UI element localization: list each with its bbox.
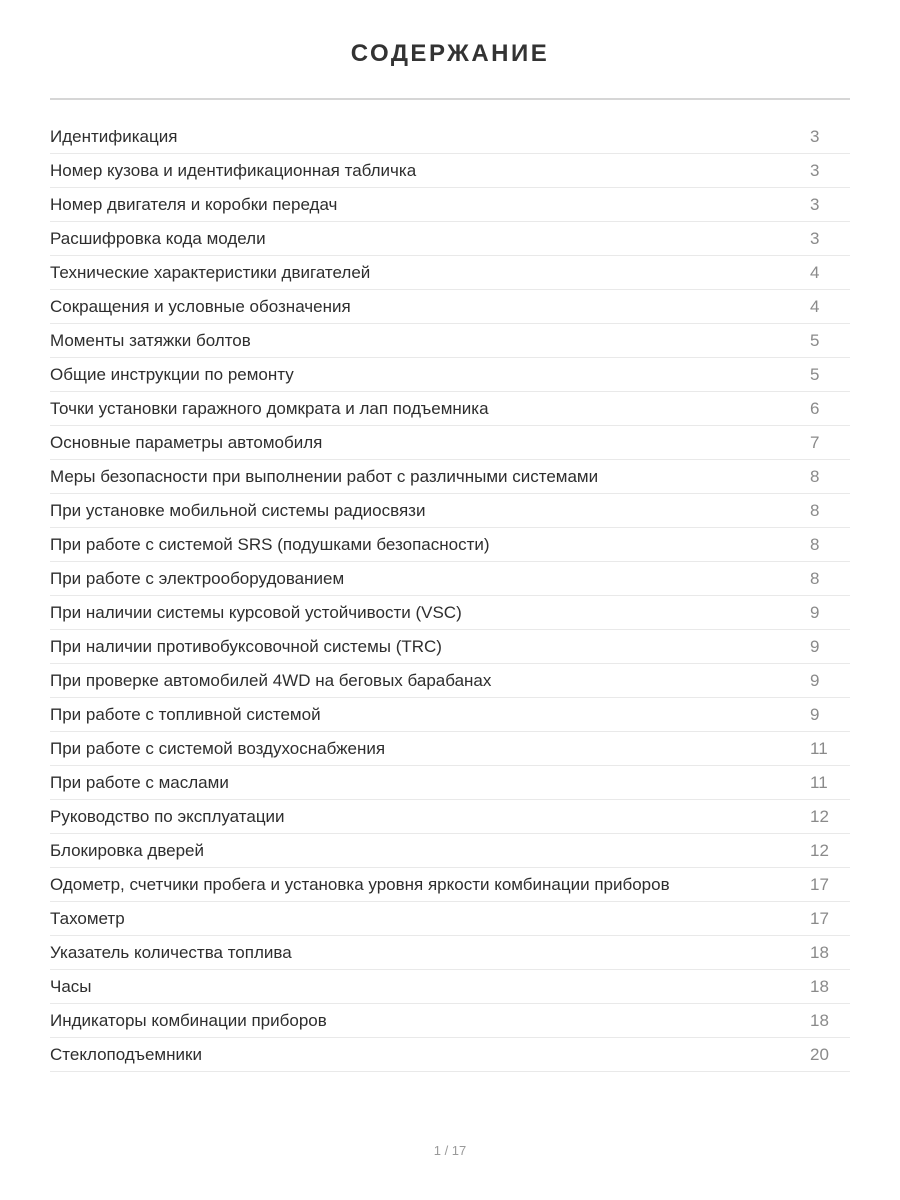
toc-entry[interactable] — [50, 834, 850, 868]
toc-entry[interactable] — [50, 766, 850, 800]
table-of-contents — [50, 120, 850, 1072]
toc-entry[interactable] — [50, 222, 850, 256]
toc-entry-page-number: 5 — [810, 330, 820, 350]
toc-entry[interactable] — [50, 596, 850, 630]
toc-entry-title: Часы — [50, 976, 92, 996]
toc-entry[interactable] — [50, 902, 850, 936]
toc-entry-page-number: 9 — [810, 670, 820, 690]
toc-entry-title: При наличии противобуксовочной системы (TRC) — [50, 636, 442, 656]
toc-entry-title: При проверке автомобилей 4WD на беговых барабанах — [50, 670, 492, 690]
toc-entry-title: Блокировка дверей — [50, 840, 205, 860]
toc-entry-title: Точки установки гаражного домкрата и лап подъемника — [50, 398, 489, 418]
toc-entry[interactable] — [50, 630, 850, 664]
title-divider — [50, 98, 850, 100]
toc-entry[interactable] — [50, 290, 850, 324]
toc-entry-page-number: 3 — [810, 194, 820, 214]
toc-entry[interactable] — [50, 732, 850, 766]
toc-entry[interactable] — [50, 698, 850, 732]
toc-entry[interactable] — [50, 426, 850, 460]
toc-entry-title: Стеклоподъемники — [50, 1044, 202, 1064]
page-indicator: 1 / 17 — [433, 1143, 467, 1158]
toc-entry-page-number: 17 — [810, 908, 829, 928]
toc-entry-page-number: 9 — [810, 636, 820, 656]
toc-entry-page-number: 18 — [810, 1010, 829, 1030]
toc-entry-title: При работе с электрооборудованием — [50, 568, 345, 588]
toc-entry-page-number: 3 — [810, 228, 820, 248]
toc-entry-title: При наличии системы курсовой устойчивости (VSC) — [50, 602, 462, 622]
toc-entry-title: При работе с системой воздухоснабжения — [50, 738, 386, 758]
toc-entry-page-number: 9 — [810, 602, 820, 622]
toc-entry-title: Основные параметры автомобиля — [50, 432, 323, 452]
toc-entry-page-number: 12 — [810, 840, 829, 860]
toc-entry[interactable] — [50, 868, 850, 902]
toc-entry-title: Указатель количества топлива — [50, 942, 292, 962]
toc-entry[interactable] — [50, 936, 850, 970]
toc-entry-page-number: 8 — [810, 500, 820, 520]
toc-entry[interactable] — [50, 1004, 850, 1038]
toc-entry-page-number: 5 — [810, 364, 820, 384]
toc-entry-page-number: 11 — [810, 738, 828, 758]
toc-entry-page-number: 11 — [810, 772, 828, 792]
toc-entry-title: При работе с маслами — [50, 772, 229, 792]
toc-entry-title: При работе с топливной системой — [50, 704, 321, 724]
toc-entry-title: При работе с системой SRS (подушками безопасности) — [50, 534, 490, 554]
toc-entry[interactable] — [50, 562, 850, 596]
toc-entry-title: Тахометр — [50, 908, 125, 928]
toc-entry[interactable] — [50, 358, 850, 392]
toc-entry-page-number: 3 — [810, 160, 820, 180]
toc-entry[interactable] — [50, 392, 850, 426]
toc-entry[interactable] — [50, 154, 850, 188]
toc-entry-title: Технические характеристики двигателей — [50, 262, 371, 282]
toc-entry-page-number: 7 — [810, 432, 820, 452]
toc-entry-title: Меры безопасности при выполнении работ с различными системами — [50, 466, 599, 486]
toc-entry-page-number: 12 — [810, 806, 829, 826]
toc-entry[interactable] — [50, 324, 850, 358]
toc-entry[interactable] — [50, 800, 850, 834]
toc-entry-page-number: 8 — [810, 466, 820, 486]
toc-entry[interactable] — [50, 120, 850, 154]
toc-entry-page-number: 8 — [810, 568, 820, 588]
toc-entry-title: Расшифровка кода модели — [50, 228, 266, 248]
toc-entry-title: Сокращения и условные обозначения — [50, 296, 351, 316]
toc-entry-page-number: 9 — [810, 704, 820, 724]
toc-entry-title: Идентификация — [50, 126, 178, 146]
toc-entry-title: Руководство по эксплуатации — [50, 806, 285, 826]
toc-entry-title: Номер кузова и идентификационная табличка — [50, 160, 417, 180]
toc-entry-page-number: 17 — [810, 874, 829, 894]
toc-entry[interactable] — [50, 256, 850, 290]
toc-entry-title: При установке мобильной системы радиосвязи — [50, 500, 426, 520]
toc-entry-page-number: 18 — [810, 976, 829, 996]
toc-entry-page-number: 20 — [810, 1044, 829, 1064]
toc-entry[interactable] — [50, 1038, 850, 1072]
toc-entry[interactable] — [50, 494, 850, 528]
toc-entry-title: Общие инструкции по ремонту — [50, 364, 294, 384]
toc-entry[interactable] — [50, 528, 850, 562]
toc-entry-page-number: 6 — [810, 398, 820, 418]
toc-entry-page-number: 4 — [810, 296, 820, 316]
toc-entry-title: Моменты затяжки болтов — [50, 330, 251, 350]
toc-entry-page-number: 3 — [810, 126, 820, 146]
toc-entry-page-number: 8 — [810, 534, 820, 554]
toc-entry[interactable] — [50, 970, 850, 1004]
page-title: СОДЕРЖАНИЕ — [350, 40, 550, 67]
toc-entry-page-number: 4 — [810, 262, 820, 282]
toc-entry-page-number: 18 — [810, 942, 829, 962]
toc-entry-title: Одометр, счетчики пробега и установка уровня яркости комбинации приборов — [50, 874, 670, 894]
toc-entry-title: Индикаторы комбинации приборов — [50, 1010, 327, 1030]
toc-entry[interactable] — [50, 460, 850, 494]
toc-entry[interactable] — [50, 664, 850, 698]
toc-entry[interactable] — [50, 188, 850, 222]
toc-entry-title: Номер двигателя и коробки передач — [50, 194, 338, 214]
